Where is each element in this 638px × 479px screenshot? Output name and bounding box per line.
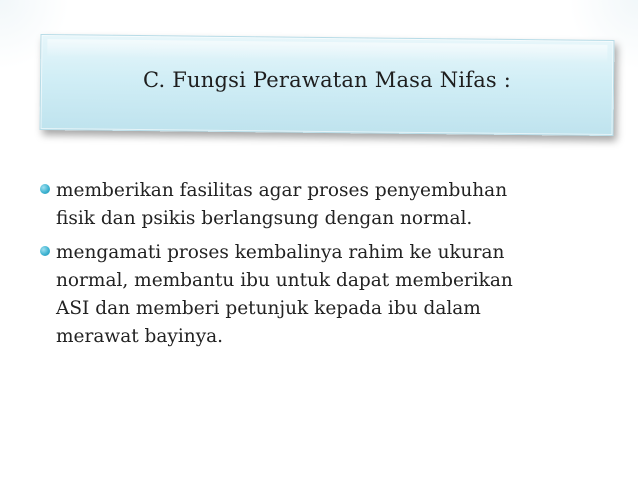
bullet-text-line: fisik dan psikis berlangsung dengan normal. — [56, 208, 473, 229]
bullet-list — [0, 177, 620, 357]
title-box — [40, 34, 615, 136]
bullet-dot-icon — [40, 246, 50, 256]
bullet-text-line: normal, membantu ibu untuk dapat memberikan — [56, 270, 513, 291]
bullet-text-line: mengamati proses kembalinya rahim ke ukuran — [56, 242, 505, 263]
slide-title: C. Fungsi Perawatan Masa Nifas : — [143, 68, 512, 93]
list-item — [0, 239, 620, 351]
bullet-dot-icon — [40, 184, 50, 194]
bullet-text-line: merawat bayinya. — [56, 326, 224, 347]
bullet-text-line: ASI dan memberi petunjuk kepada ibu dalam — [56, 298, 481, 319]
bullet-text-line: memberikan fasilitas agar proses penyembuhan — [56, 180, 508, 201]
list-item — [0, 177, 620, 233]
